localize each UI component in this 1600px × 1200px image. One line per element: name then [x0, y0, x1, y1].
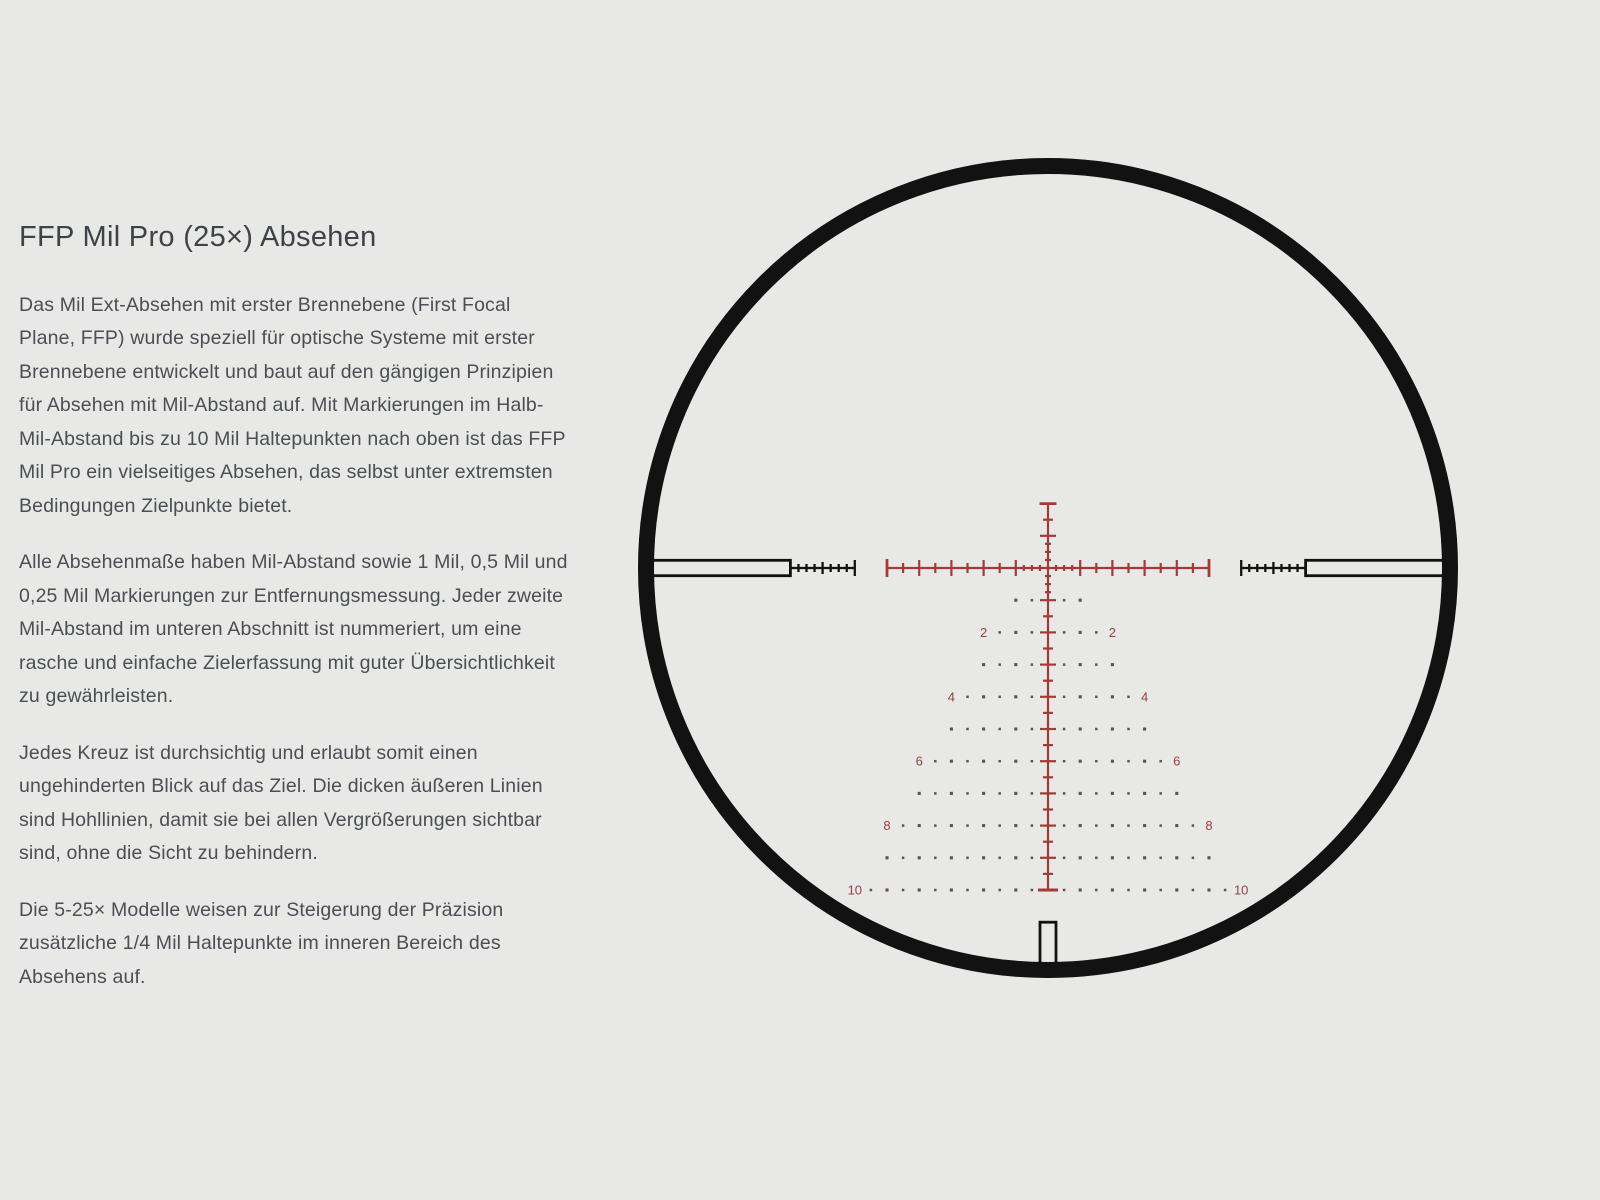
- tree-number-label: 10: [847, 882, 863, 898]
- tree-dot: [1014, 663, 1017, 666]
- tree-dot: [918, 792, 921, 795]
- tree-dot: [1079, 856, 1082, 859]
- tree-dot: [902, 824, 905, 827]
- tree-dot: [934, 792, 937, 795]
- tree-dot: [1143, 824, 1146, 827]
- tree-dot: [934, 760, 937, 763]
- tree-dot: [1095, 663, 1098, 666]
- tree-dot: [1143, 856, 1146, 859]
- tree-dot: [1095, 824, 1098, 827]
- tree-dot: [1127, 728, 1130, 731]
- tree-dot: [966, 696, 969, 699]
- tree-dot: [1079, 888, 1082, 891]
- tree-dot: [1175, 888, 1178, 891]
- tree-number-label: 2: [979, 624, 988, 640]
- tree-dot: [998, 663, 1001, 666]
- tree-dot: [1031, 728, 1034, 731]
- tree-dot: [934, 857, 937, 860]
- tree-dot: [1063, 824, 1066, 827]
- tree-dot: [1111, 695, 1114, 698]
- tree-dot: [885, 856, 888, 859]
- tree-dot: [1159, 824, 1162, 827]
- lower-vertical-scale: [1038, 568, 1058, 890]
- tree-dot: [1079, 824, 1082, 827]
- tree-dot: [1192, 889, 1195, 892]
- paragraph-crosshair: Jedes Kreuz ist durchsichtig und erlaubt somit einen ungehinderten Blick auf das Ziel. Die dicken äußeren Linien sind Hohllinien, damit sie bei allen Vergrößerungen sichtbar sind, ohne die Sicht zu behindern.: [19, 741, 543, 865]
- upper-vertical-scale: [1040, 504, 1057, 568]
- tree-dot: [1207, 888, 1210, 891]
- tree-dot: [1079, 792, 1082, 795]
- tree-number-label: 10: [1233, 882, 1249, 898]
- tree-dot: [1063, 889, 1066, 892]
- tree-dot: [1095, 760, 1098, 763]
- tree-number-label: 4: [947, 689, 956, 705]
- tree-dot: [1159, 889, 1162, 892]
- page-title: FFP Mil Pro (25×) Absehen: [19, 221, 377, 253]
- tree-dot: [1031, 663, 1034, 666]
- tree-dot: [1031, 889, 1034, 892]
- tree-dot: [1207, 856, 1210, 859]
- tree-dot: [1143, 792, 1146, 795]
- tree-dot: [950, 856, 953, 859]
- tree-dot: [885, 888, 888, 891]
- tree-dot: [1014, 792, 1017, 795]
- tree-dot: [966, 889, 969, 892]
- tree-dot: [998, 760, 1001, 763]
- tree-dot: [966, 857, 969, 860]
- tree-dot: [1095, 631, 1098, 634]
- tree-dot: [950, 792, 953, 795]
- tree-dot: [1014, 856, 1017, 859]
- tree-dot: [1095, 857, 1098, 860]
- tree-dot: [1159, 760, 1162, 763]
- tree-dot: [1159, 792, 1162, 795]
- tree-number-label: 6: [915, 753, 923, 769]
- tree-dot: [1111, 663, 1114, 666]
- tree-dot: [1111, 727, 1114, 730]
- tree-dot: [1127, 824, 1130, 827]
- tree-dot: [1014, 888, 1017, 891]
- tree-dot: [1143, 727, 1146, 730]
- tree-dot: [1127, 889, 1130, 892]
- tree-dot: [998, 889, 1001, 892]
- tree-dot: [998, 696, 1001, 699]
- tree-dot: [1111, 856, 1114, 859]
- tree-dot: [950, 760, 953, 763]
- tree-dot: [1224, 889, 1227, 892]
- tree-dot: [1031, 792, 1034, 795]
- tree-dot: [1014, 695, 1017, 698]
- tree-dot: [1014, 599, 1017, 602]
- tree-number-label: 8: [883, 818, 891, 834]
- tree-dot: [1111, 760, 1114, 763]
- tree-dot: [998, 792, 1001, 795]
- tree-dot: [998, 824, 1001, 827]
- tree-dot: [1079, 695, 1082, 698]
- tree-dot: [1159, 857, 1162, 860]
- tree-dot: [1127, 696, 1130, 699]
- tree-dot: [1031, 824, 1034, 827]
- tree-dot: [1095, 696, 1098, 699]
- tree-dot: [1063, 696, 1066, 699]
- tree-dot: [1111, 824, 1114, 827]
- tree-dot: [1143, 760, 1146, 763]
- tree-dot: [982, 888, 985, 891]
- tree-dot: [1143, 888, 1146, 891]
- tree-dot: [1014, 824, 1017, 827]
- tree-dot: [1175, 792, 1178, 795]
- tree-dot: [966, 760, 969, 763]
- tree-dot: [1063, 663, 1066, 666]
- tree-dot: [1111, 792, 1114, 795]
- tree-dot: [1031, 631, 1034, 634]
- tree-dot: [982, 760, 985, 763]
- tree-dot: [1031, 857, 1034, 860]
- tree-dot: [998, 631, 1001, 634]
- tree-dot: [870, 889, 873, 892]
- tree-dot: [1014, 760, 1017, 763]
- tree-dot: [1063, 599, 1066, 602]
- tree-dot: [1079, 631, 1082, 634]
- tree-dot: [918, 888, 921, 891]
- tree-dot: [966, 728, 969, 731]
- tree-dot: [1192, 824, 1195, 827]
- tree-number-label: 6: [1173, 753, 1181, 769]
- tree-number-label: 2: [1108, 624, 1117, 640]
- tree-dot: [998, 728, 1001, 731]
- tree-dot: [950, 727, 953, 730]
- tree-dot: [982, 727, 985, 730]
- paragraph-intro: Das Mil Ext-Absehen mit erster Brennebene (First Focal Plane, FFP) wurde speziell für optische Systeme mit erster Brennebene entwickelt und baut auf den gängigen Prinzipien für Absehen mit Mil-Abstand auf. Mit Markierungen im Halb-Mil-Abstand bis zu 10 Mil Haltepunkten nach oben ist das FFP Mil Pro ein vielseitiges Absehen, das selbst unter extremsten Bedingungen Zielpunkte bietet.: [19, 293, 566, 517]
- tree-dot: [1111, 888, 1114, 891]
- tree-dot: [1095, 889, 1098, 892]
- tree-dot: [1095, 792, 1098, 795]
- tree-dot: [902, 857, 905, 860]
- tree-dot: [1014, 631, 1017, 634]
- tree-dot: [982, 792, 985, 795]
- tree-dot: [1079, 760, 1082, 763]
- tree-dot: [1095, 728, 1098, 731]
- tree-dot: [1031, 760, 1034, 763]
- tree-number-label: 4: [1140, 689, 1149, 705]
- tree-dot: [1063, 631, 1066, 634]
- tree-dot: [1031, 599, 1034, 602]
- tree-dot: [1063, 857, 1066, 860]
- tree-dot: [1063, 728, 1066, 731]
- tree-dot: [902, 889, 905, 892]
- tree-number-label: 8: [1205, 818, 1213, 834]
- tree-dot: [1127, 760, 1130, 763]
- paragraph-models: Die 5-25× Modelle weisen zur Steigerung der Präzision zusätzliche 1/4 Mil Haltepunkte im inneren Bereich des Absehens auf.: [19, 898, 504, 988]
- tree-dot: [1127, 857, 1130, 860]
- tree-dot: [982, 695, 985, 698]
- tree-dot: [1127, 792, 1130, 795]
- tree-dot: [1192, 857, 1195, 860]
- tree-dot: [1014, 727, 1017, 730]
- tree-dot: [1079, 599, 1082, 602]
- tree-dot: [934, 824, 937, 827]
- tree-dot: [982, 856, 985, 859]
- tree-dot: [982, 663, 985, 666]
- tree-dot: [1031, 696, 1034, 699]
- tree-dot: [966, 824, 969, 827]
- tree-dot: [1175, 824, 1178, 827]
- tree-dot: [1175, 856, 1178, 859]
- tree-dot: [934, 889, 937, 892]
- tree-dot: [950, 824, 953, 827]
- paragraph-measure: Alle Absehenmaße haben Mil-Abstand sowie 1 Mil, 0,5 Mil und 0,25 Mil Markierungen zur Entfernungsmessung. Jeder zweite Mil-Abstand im unteren Abschnitt ist nummeriert, um eine rasche und einfache Zielerfassung mit guter Übersichtlichkeit zu gewährleisten.: [19, 551, 568, 708]
- tree-dot: [1063, 792, 1066, 795]
- tree-dot: [1063, 760, 1066, 763]
- tree-dot: [1079, 663, 1082, 666]
- tree-dot: [966, 792, 969, 795]
- tree-dot: [950, 888, 953, 891]
- tree-dot: [982, 824, 985, 827]
- tree-dot: [1079, 727, 1082, 730]
- tree-dot: [998, 857, 1001, 860]
- tree-dot: [918, 824, 921, 827]
- tree-dot: [918, 856, 921, 859]
